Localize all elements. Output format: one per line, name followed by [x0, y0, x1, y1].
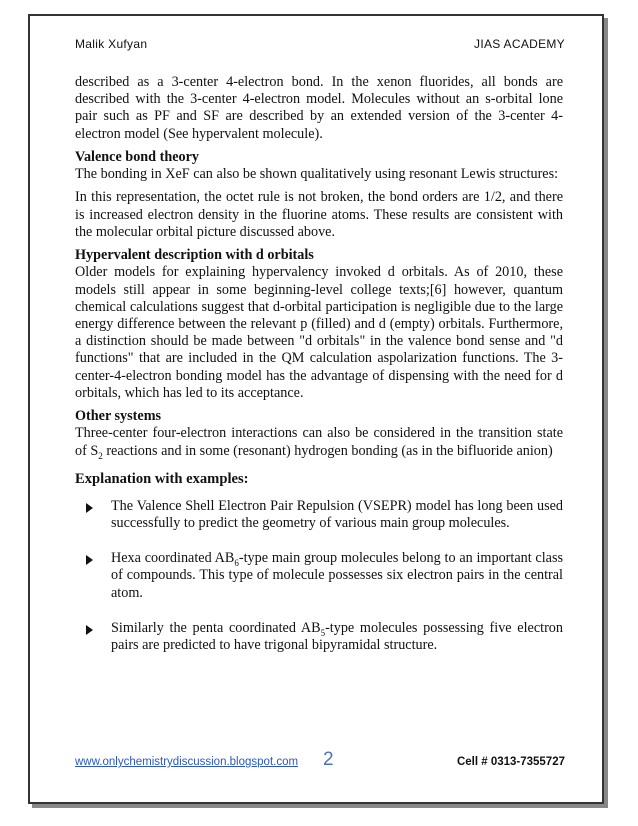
page-header: [75, 37, 565, 51]
footer-cell-number: Cell # 0313-7355727: [456, 756, 565, 768]
header-author: Malik Xufyan: [75, 37, 148, 51]
bullet-penta-b: -type molecules possessing five electron pairs are predicted to have trigonal bipyramidal structure.: [111, 619, 563, 654]
page-footer: [75, 749, 565, 770]
heading-valence-bond-theory: Valence bond theory: [75, 148, 200, 165]
paragraph-d-orbitals: Older models for explaining hypervalency invoked d orbitals. As of 2010, these models still appear in some beginning-level college texts;[6] however, quantum chemical calculations suggest that d-orbital participation is negligible due to the large energy difference between the relevant p (filled) and d (empty) orbitals. Furthermore, a distinction should be made between "d orbitals" in the valence bond sense and "d functions" that are included in the QM calculation aspolarization functions. The 3-center-4-electron bonding model has the advantage of dispensing with the need for d orbitals, which has led to its acceptance.: [75, 264, 563, 401]
heading-explanation-examples: Explanation with examples:: [75, 470, 249, 487]
list-item: [75, 550, 563, 602]
bullet-penta-sub: 5: [320, 627, 326, 638]
list-item: [75, 620, 563, 654]
heading-hypervalent-d-orbitals: Hypervalent description with d orbitals: [75, 247, 314, 264]
bullet-penta-a: Similarly the penta coordinated AB: [111, 619, 321, 636]
paragraph-xef-bonding: The bonding in XeF can also be shown qualitatively using resonant Lewis structures:: [75, 166, 559, 183]
paragraph-other-systems: [75, 425, 563, 459]
other-systems-text-a: Three-center four-electron interactions can also be considered in the transition state of S: [75, 425, 563, 459]
other-systems-subscript: 2: [98, 450, 103, 461]
paragraph-octet-rule: In this representation, the octet rule is not broken, the bond orders are 1/2, and there is increased electron density in the fluorine atoms. These results are consistent with the molecular orbital picture discussed above.: [75, 189, 563, 240]
heading-other-systems: Other systems: [75, 408, 162, 425]
page-number: 2: [323, 749, 334, 770]
bullet-hexa-sub: 6: [234, 558, 239, 569]
footer-website-link[interactable]: www.onlychemistrydiscussion.blogspot.com: [75, 756, 299, 768]
examples-list: [75, 498, 563, 654]
list-item: [75, 498, 563, 532]
header-academy: JIAS ACADEMY: [474, 37, 565, 51]
document-body: [75, 74, 563, 672]
bullet-hexa-a: Hexa coordinated AB: [111, 550, 235, 567]
bullet-hexa-b: -type main group molecules belong to an important class of compounds. This type of molecule possesses six electron pairs in the central atom.: [111, 550, 564, 601]
triangle-bullet-icon: [86, 625, 93, 635]
triangle-bullet-icon: [86, 555, 93, 565]
bullet-vsepr: The Valence Shell Electron Pair Repulsion (VSEPR) model has long been used successfully to predict the geometry of various main group molecules.: [111, 497, 563, 532]
triangle-bullet-icon: [86, 503, 93, 513]
paragraph-xenon-fluorides: described as a 3-center 4-electron bond. In the xenon fluorides, all bonds are described with the 3-center 4-electron model. Molecules without an s-orbital lone pair such as PF and SF are described by an extended version of the 3-center 4-electron model (See hypervalent molecule).: [75, 74, 563, 142]
other-systems-text-b: reactions and in some (resonant) hydrogen bonding (as in the bifluoride anion): [102, 442, 553, 459]
